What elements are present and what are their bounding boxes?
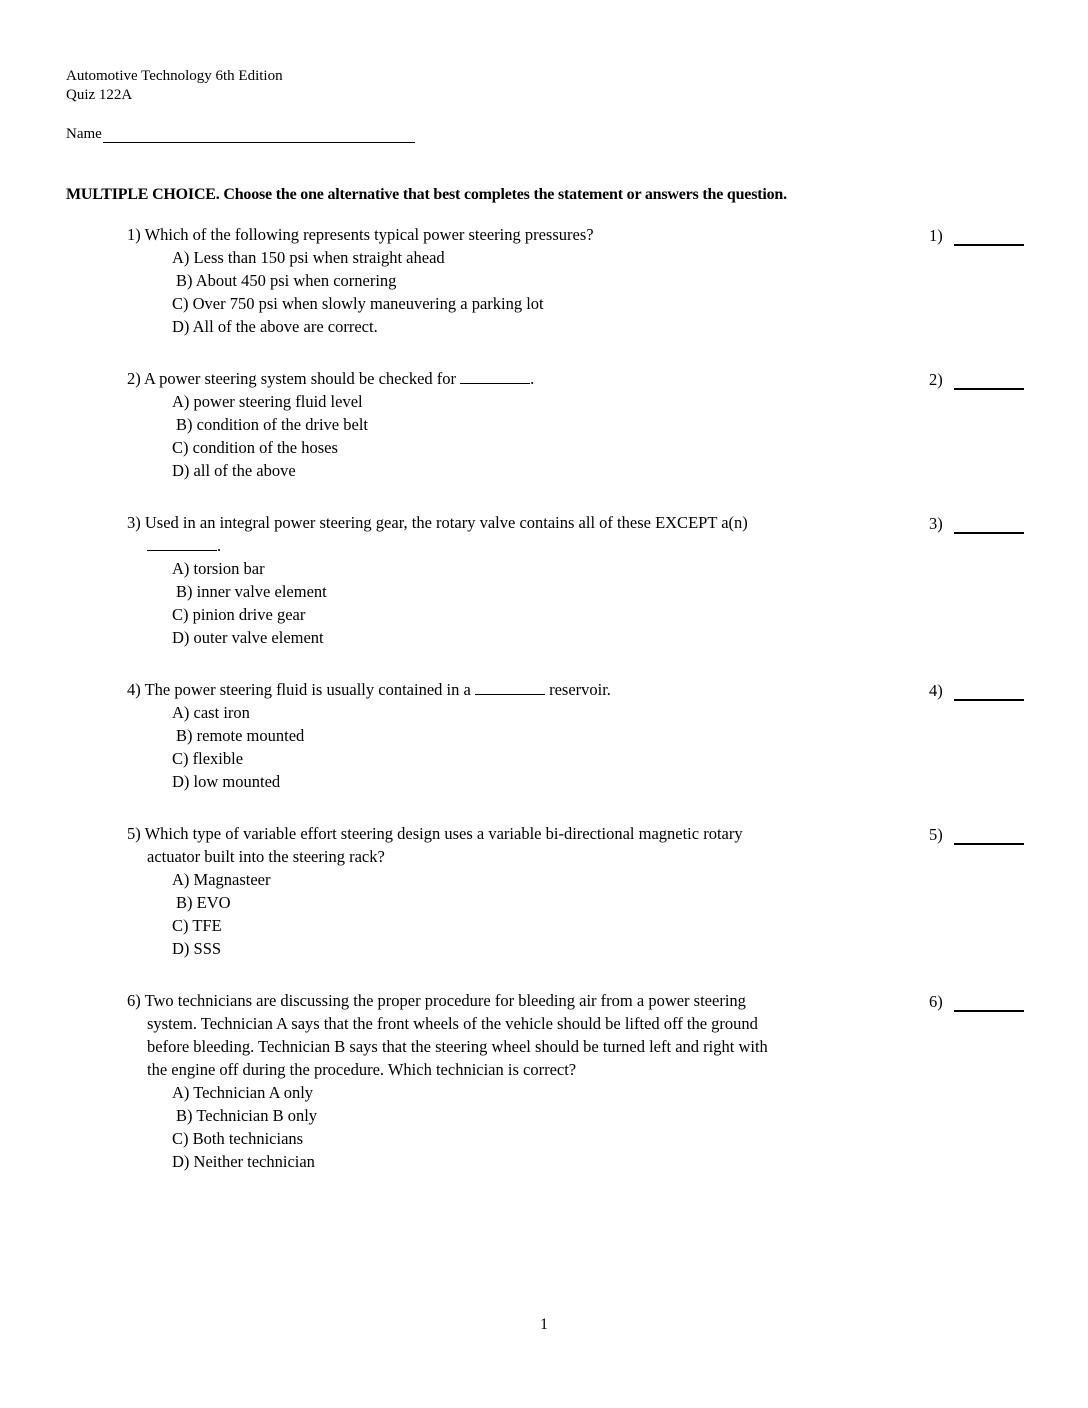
stem-text: 2) A power steering system should be checked for xyxy=(127,369,461,388)
option-c: C) pinion drive gear xyxy=(172,605,306,624)
option-a: A) torsion bar xyxy=(172,559,265,578)
option-b: B) About 450 psi when cornering xyxy=(176,271,397,290)
option-a: A) cast iron xyxy=(172,703,250,722)
option-d: D) Neither technician xyxy=(172,1152,315,1171)
stem-text: 6) Two technicians are discussing the proper procedure for bleeding air from a power steering xyxy=(127,991,746,1010)
option-c: C) TFE xyxy=(172,916,222,935)
answer-blank[interactable] xyxy=(954,683,1024,701)
answer-number: 5) xyxy=(929,825,943,844)
answer-field-3 xyxy=(929,514,1024,534)
question-stem xyxy=(127,367,907,390)
option-d: D) SSS xyxy=(172,939,222,958)
option-d: D) All of the above are correct. xyxy=(172,317,378,336)
answer-field-6 xyxy=(929,992,1024,1012)
answer-number: 4) xyxy=(929,681,943,700)
answer-number: 3) xyxy=(929,514,943,533)
question-stem xyxy=(127,989,907,1081)
question-stem xyxy=(127,822,907,868)
fill-blank xyxy=(460,369,530,384)
instructions: MULTIPLE CHOICE. Choose the one alternative that best completes the statement or answers the question. xyxy=(66,186,787,203)
stem-continuation: before bleeding. Technician B says that the steering wheel should be turned left and right with xyxy=(147,1037,768,1056)
stem-text: 5) Which type of variable effort steering design uses a variable bi-directional magnetic rotary xyxy=(127,824,743,843)
option-c: C) Over 750 psi when slowly maneuvering a parking lot xyxy=(172,294,544,313)
name-label: Name xyxy=(66,126,102,142)
stem-continuation xyxy=(127,534,907,557)
answer-number: 2) xyxy=(929,370,943,389)
stem-text-end: . xyxy=(530,369,535,388)
question-1 xyxy=(127,223,907,338)
answer-blank[interactable] xyxy=(954,516,1024,534)
question-4 xyxy=(127,678,907,793)
question-5 xyxy=(127,822,907,960)
option-b: B) remote mounted xyxy=(176,726,305,745)
option-d: D) low mounted xyxy=(172,772,281,791)
answer-blank[interactable] xyxy=(954,994,1024,1012)
option-b: B) condition of the drive belt xyxy=(176,415,368,434)
stem-text-end: . xyxy=(217,536,222,555)
answer-number: 6) xyxy=(929,992,943,1011)
fill-blank xyxy=(475,680,545,695)
option-b: B) EVO xyxy=(176,893,231,912)
option-a: A) Magnasteer xyxy=(172,870,271,889)
question-stem: 1) Which of the following represents typical power steering pressures? xyxy=(127,225,594,244)
stem-text: 3) Used in an integral power steering gear, the rotary valve contains all of these EXCEPT a(n) xyxy=(127,513,748,532)
answer-blank[interactable] xyxy=(954,228,1024,246)
question-2 xyxy=(127,367,907,482)
book-title: Automotive Technology 6th Edition xyxy=(66,68,283,84)
option-d: D) all of the above xyxy=(172,461,296,480)
option-a: A) Less than 150 psi when straight ahead xyxy=(172,248,445,267)
answer-field-5 xyxy=(929,825,1024,845)
name-field-row xyxy=(66,125,415,143)
answer-field-2 xyxy=(929,370,1024,390)
fill-blank xyxy=(147,536,217,551)
question-stem xyxy=(127,511,907,557)
answer-blank[interactable] xyxy=(954,372,1024,390)
option-c: C) flexible xyxy=(172,749,244,768)
answer-blank[interactable] xyxy=(954,827,1024,845)
quiz-title: Quiz 122A xyxy=(66,87,133,103)
stem-text-end: reservoir. xyxy=(544,680,611,699)
answer-field-4 xyxy=(929,681,1024,701)
option-b: B) inner valve element xyxy=(176,582,327,601)
page-number: 1 xyxy=(540,1316,548,1333)
name-input-line[interactable] xyxy=(103,125,415,143)
answer-number: 1) xyxy=(929,226,943,245)
option-b: B) Technician B only xyxy=(176,1106,318,1125)
stem-text: 4) The power steering fluid is usually contained in a xyxy=(127,680,475,699)
option-c: C) Both technicians xyxy=(172,1129,304,1148)
stem-continuation: system. Technician A says that the front wheels of the vehicle should be lifted off the ground xyxy=(147,1014,758,1033)
option-d: D) outer valve element xyxy=(172,628,324,647)
question-3 xyxy=(127,511,907,649)
answer-field-1 xyxy=(929,226,1024,246)
stem-continuation: actuator built into the steering rack? xyxy=(147,847,385,866)
question-6 xyxy=(127,989,907,1173)
stem-continuation: the engine off during the procedure. Which technician is correct? xyxy=(147,1060,577,1079)
option-c: C) condition of the hoses xyxy=(172,438,338,457)
question-stem xyxy=(127,678,907,701)
option-a: A) Technician A only xyxy=(172,1083,314,1102)
option-a: A) power steering fluid level xyxy=(172,392,363,411)
